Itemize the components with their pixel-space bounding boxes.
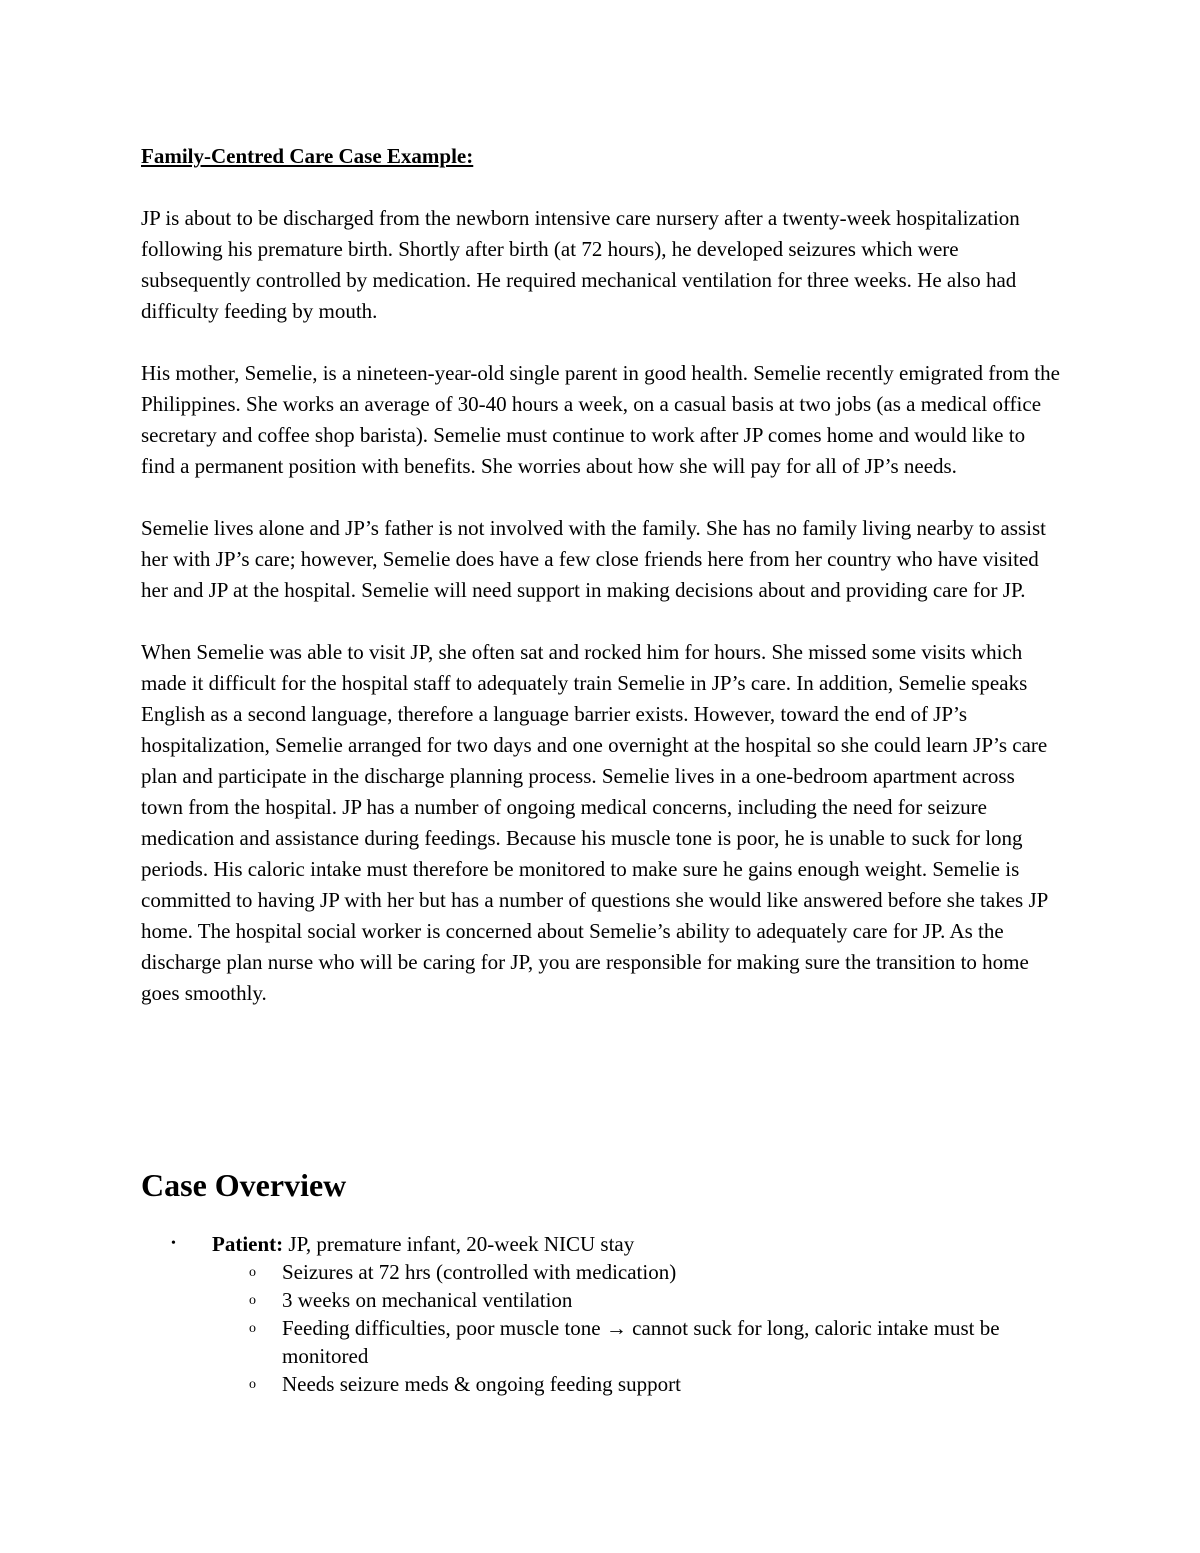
paragraph-family-support: Semelie lives alone and JP’s father is not involved with the family. She has no family living nearby to assist her with JP’s care; however, Semelie does have a few close friends here from her country who have visited her and JP at the hospital. Semelie will need support in making decisions about and providing care for JP. (141, 516, 1046, 602)
blank-line (141, 606, 1061, 637)
paragraph-mother-background: His mother, Semelie, is a nineteen-year-old single parent in good health. Semelie recently emigrated from the Philippines. She works an average of 30-40 hours a week, on a casual basis at two jobs (as a medical office secretary and coffee shop barista). Semelie must continue to work after JP comes home and would like to find a permanent position with benefits. She worries about how she will pay for all of JP’s needs. (141, 361, 1060, 478)
paragraph-discharge-summary: JP is about to be discharged from the newborn intensive care nursery after a twenty-week hospitalization following his premature birth. Shortly after birth (at 72 hours), he developed seizures which were subsequently controlled by medication. He required mechanical ventilation for three weeks. He also had difficulty feeding by mouth. (141, 206, 1020, 323)
patient-label: Patient: (212, 1232, 284, 1256)
case-overview-heading: Case Overview (141, 1167, 347, 1203)
document-page (141, 141, 1061, 1396)
sub-item-text: Seizures at 72 hrs (controlled with medication) (282, 1260, 677, 1284)
blank-line (141, 482, 1061, 513)
sub-item-text: 3 weeks on mechanical ventilation (282, 1288, 573, 1312)
patient-text: JP, premature infant, 20-week NICU stay (283, 1232, 635, 1256)
patient-bullet (141, 1230, 1061, 1258)
document-title: Family-Centred Care Case Example: (141, 144, 474, 168)
case-overview-list (141, 1230, 1061, 1398)
list-item (141, 1314, 1061, 1370)
list-item (141, 1286, 1061, 1314)
sub-item-text: Feeding difficulties, poor muscle tone → cannot suck for long, caloric intake must be monitored (282, 1316, 1000, 1368)
paragraph-hospital-visits: When Semelie was able to visit JP, she often sat and rocked him for hours. She missed some visits which made it difficult for the hospital staff to adequately train Semelie in JP’s care. In addition, Semelie speaks English as a second language, therefore a language barrier exists. However, toward the end of JP’s hospitalization, Semelie arranged for two days and one overnight at the hospital so she could learn JP’s care plan and participate in the discharge planning process. Semelie lives in a one-bedroom apartment across town from the hospital. JP has a number of ongoing medical concerns, including the need for seizure medication and assistance during feedings. Because his muscle tone is poor, he is unable to suck for long periods. His caloric intake must therefore be monitored to make sure he gains enough weight. Semelie is committed to having JP with her but has a number of questions she would like answered before she takes JP home. The hospital social worker is concerned about Semelie’s ability to adequately care for JP. As the discharge plan nurse who will be caring for JP, you are responsible for making sure the transition to home goes smoothly. (141, 640, 1048, 1005)
blank-line (141, 172, 1061, 203)
list-item (141, 1258, 1061, 1286)
circle-bullet-icon: o (249, 1377, 256, 1392)
circle-bullet-icon: o (249, 1293, 256, 1308)
patient-sub-list (141, 1258, 1061, 1398)
circle-bullet-icon: o (249, 1265, 256, 1280)
sub-item-text: Needs seizure meds & ongoing feeding support (282, 1372, 681, 1396)
list-item (141, 1370, 1061, 1398)
bullet-icon: • (171, 1236, 176, 1251)
circle-bullet-icon: o (249, 1321, 256, 1336)
blank-line (141, 327, 1061, 358)
